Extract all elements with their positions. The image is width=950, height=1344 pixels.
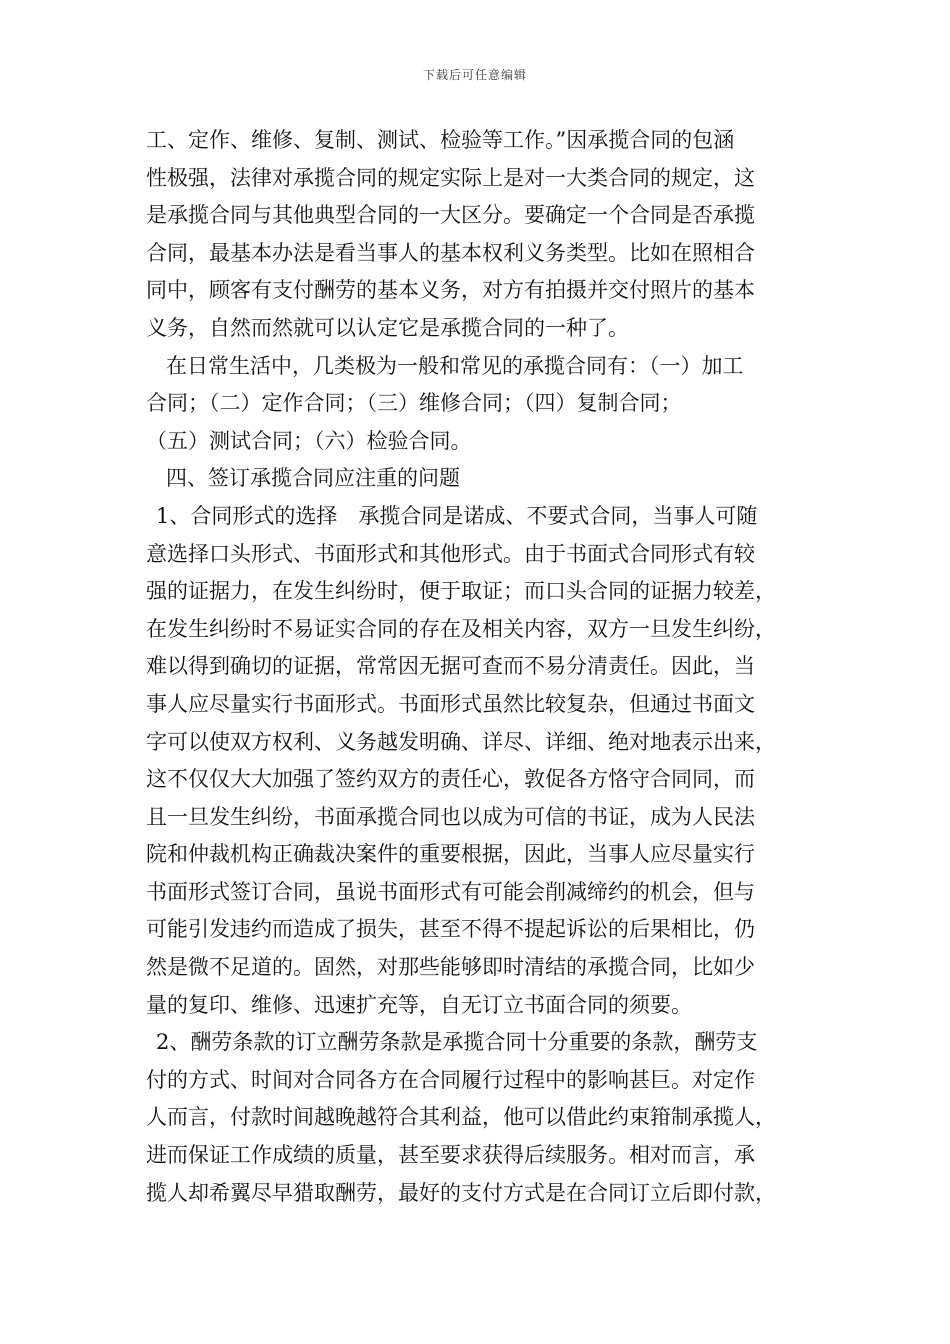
text-line: 合同，最基本办法是看当事人的基本权利义务类型。比如在照相合 [146,240,755,265]
text-line: 在日常生活中，几类极为一般和常见的承揽合同有：（一）加工 [166,353,744,378]
section-heading: 四、签订承揽合同应注重的问题 [166,466,460,491]
text-line: 强的证据力，在发生纠纷时，便于取证；而口头合同的证据力较差， [146,579,776,604]
text-line: （五）测试合同；（六）检验合同。 [146,428,472,453]
text-line: 合同；（二）定作合同；（三）维修合同；（四）复制合同； [146,391,682,416]
text-line: 付的方式、时间对合同各方在合同履行过程中的影响甚巨。对定作 [146,1067,755,1092]
text-line: 院和仲裁机构正确裁决案件的重要根据，因此，当事人应尽量实行 [146,842,755,867]
text-line: 揽人却希翼尽早猎取酬劳，最好的支付方式是在合同订立后即付款， [146,1180,776,1205]
text-line: 性极强，法律对承揽合同的规定实际上是对一大类合同的规定，这 [146,165,755,190]
text-line: 2、酬劳条款的订立酬劳条款是承揽合同十分重要的条款，酬劳支 [156,1030,758,1055]
text-line: 意选择口头形式、书面形式和其他形式。由于书面式合同形式有较 [146,541,755,566]
text-line: 且一旦发生纠纷，书面承揽合同也以成为可信的书证，成为人民法 [146,804,755,829]
text-line: 书面形式签订合同，虽说书面形式有可能会削减缔约的机会，但与 [146,879,755,904]
text-line: 同中，顾客有支付酬劳的基本义务，对方有拍摄并交付照片的基本 [146,278,755,303]
text-line: 在发生纠纷时不易证实合同的存在及相关内容，双方一旦发生纠纷， [146,616,776,641]
text-line: 字可以使双方权利、义务越发明确、详尽、详细、绝对地表示出来， [146,729,776,754]
text-line: 然是微不足道的。固然，对那些能够即时清结的承揽合同，比如少 [146,955,755,980]
text-line: 1、合同形式的选择 承揽合同是诺成、不要式合同，当事人可随 [156,503,758,528]
text-line: 人而言，付款时间越晚越符合其利益，他可以借此约束箝制承揽人， [146,1105,776,1130]
text-line: 量的复印、维修、迅速扩充等，自无订立书面合同的须要。 [146,992,692,1017]
text-line: 是承揽合同与其他典型合同的一大区分。要确定一个合同是否承揽 [146,203,755,228]
text-line: 义务，自然而然就可以认定它是承揽合同的一种了。 [146,315,629,340]
text-line: 工、定作、维修、复制、测试、检验等工作。”因承揽合同的包涵 [146,128,735,152]
text-line: 可能引发违约而造成了损失，甚至不得不提起诉讼的后果相比，仍 [146,917,755,942]
document-body [146,122,826,1212]
text-line: 进而保证工作成绩的质量，甚至要求获得后续服务。相对而言，承 [146,1143,755,1168]
text-line: 这不仅仅大大加强了签约双方的责任心，敦促各方恪守合同同，而 [146,767,755,792]
page-header: 下载后可任意编辑 [422,68,527,82]
text-line: 难以得到确切的证据，常常因无据可查而不易分清责任。因此，当 [146,654,755,679]
text-line: 事人应尽量实行书面形式。书面形式虽然比较复杂，但通过书面文 [146,691,755,716]
